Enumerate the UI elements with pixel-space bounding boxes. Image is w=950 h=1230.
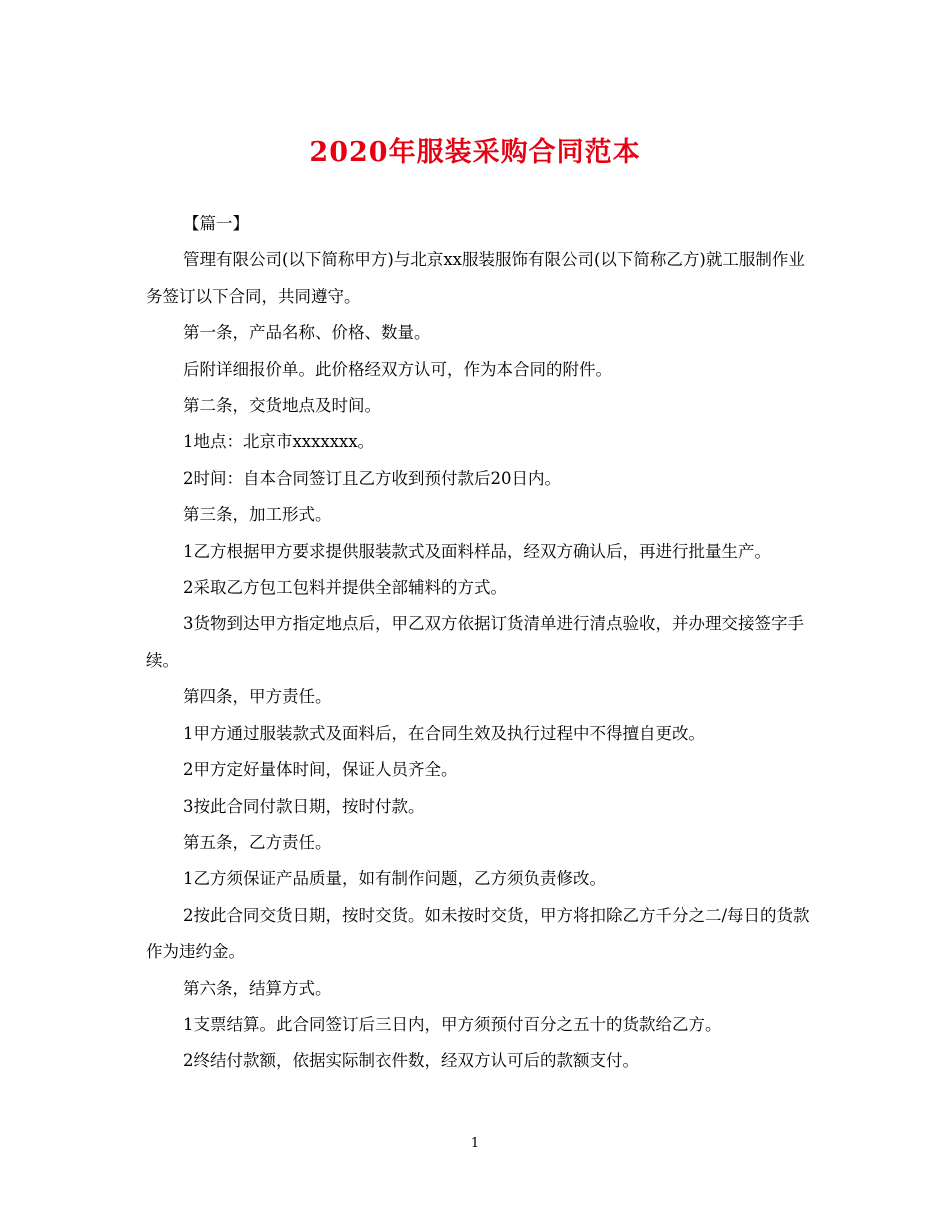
clause-heading: 第五条，乙方责任。 — [183, 832, 332, 852]
clause-heading: 第二条，交货地点及时间。 — [183, 396, 381, 416]
paragraph: 1甲方通过服装款式及面料后，在合同生效及执行过程中不得擅自更改。 — [183, 723, 705, 743]
paragraph: 1乙方须保证产品质量，如有制作问题，乙方须负责修改。 — [183, 869, 606, 889]
paragraph: 3按此合同付款日期，按时付款。 — [183, 796, 425, 816]
clause-heading: 第三条，加工形式。 — [183, 505, 332, 525]
document-title: 2020年服装采购合同范本 — [309, 137, 641, 168]
paragraph: 2时间：自本合同签订且乙方收到预付款后20日内。 — [183, 468, 561, 488]
paragraph: 1支票结算。此合同签订后三日内，甲方须预付百分之五十的货款给乙方。 — [183, 1014, 722, 1034]
paragraph: 管理有限公司(以下简称甲方)与北京xx服装服饰有限公司(以下简称乙方)就工服制作业务签订以下合同，共同遵守。 — [146, 250, 805, 306]
paragraph: 后附详细报价单。此价格经双方认可，作为本合同的附件。 — [183, 359, 612, 379]
clause-heading: 第六条，结算方式。 — [183, 978, 332, 998]
page-number: 1 — [470, 1136, 480, 1151]
paragraph: 2按此合同交货日期，按时交货。如未按时交货，甲方将扣除乙方千分之二/每日的货款作为违约金。 — [146, 905, 810, 962]
clause-heading: 第四条，甲方责任。 — [183, 687, 332, 707]
paragraph: 2采取乙方包工包料并提供全部辅料的方式。 — [183, 578, 507, 598]
document-body — [146, 206, 811, 1080]
clause-heading: 第一条，产品名称、价格、数量。 — [183, 323, 431, 343]
section-label: 【篇一】 — [183, 214, 249, 233]
paragraph: 2甲方定好量体时间，保证人员齐全。 — [183, 760, 458, 780]
paragraph: 1地点：北京市xxxxxxx。 — [183, 432, 375, 452]
paragraph: 3货物到达甲方指定地点后，甲乙双方依据订货清单进行清点验收，并办理交接签字手续。 — [146, 614, 804, 670]
paragraph: 2终结付款额，依据实际制衣件数，经双方认可后的款额支付。 — [183, 1051, 639, 1071]
paragraph: 1乙方根据甲方要求提供服装款式及面料样品，经双方确认后，再进行批量生产。 — [183, 541, 771, 561]
